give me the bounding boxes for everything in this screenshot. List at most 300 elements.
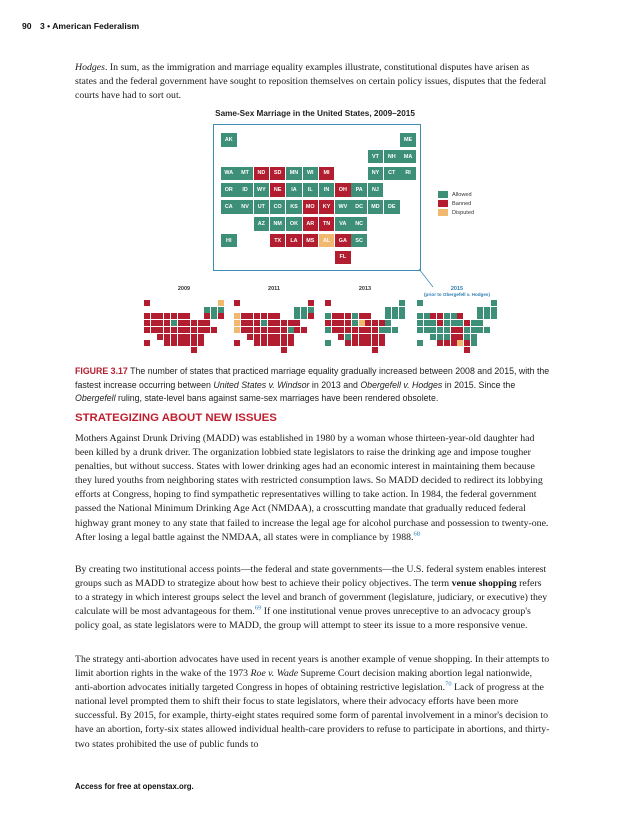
mini-tile-dc bbox=[471, 327, 477, 333]
year-label-2013: 2013 bbox=[358, 286, 372, 292]
legend-swatch bbox=[438, 200, 448, 207]
mini-tile-ms bbox=[268, 340, 274, 346]
mini-tile-ia bbox=[352, 320, 358, 326]
mini-tile-la bbox=[444, 340, 450, 346]
mini-tile-il bbox=[359, 320, 365, 326]
mini-tile-nj bbox=[477, 320, 483, 326]
mini-tile-in bbox=[274, 320, 280, 326]
mini-tile-nd bbox=[338, 313, 344, 319]
mini-tile-nj bbox=[294, 320, 300, 326]
mini-tile-ga bbox=[464, 340, 470, 346]
state-tile-pa: PA bbox=[351, 183, 367, 197]
mini-tile-ny bbox=[477, 313, 483, 319]
mini-tile-mt bbox=[332, 313, 338, 319]
mini-tile-al bbox=[274, 340, 280, 346]
mini-tile-sc bbox=[471, 340, 477, 346]
mini-tile-nv bbox=[241, 327, 247, 333]
state-tile-co: CO bbox=[270, 200, 286, 214]
mini-tile-ga bbox=[372, 340, 378, 346]
state-tile-wa: WA bbox=[221, 167, 237, 181]
state-tile-oh: OH bbox=[335, 183, 351, 197]
intro-paragraph bbox=[75, 61, 551, 103]
mini-tile-sc bbox=[379, 340, 385, 346]
mini-tile-ky bbox=[457, 327, 463, 333]
case-name: United States v. Windsor bbox=[213, 379, 310, 390]
paragraph-madd bbox=[75, 432, 551, 545]
mini-tile-nc bbox=[198, 334, 204, 340]
mini-tile-vt bbox=[385, 307, 391, 313]
mini-tile-sc bbox=[288, 340, 294, 346]
tile-map bbox=[213, 124, 421, 271]
state-tile-ia: IA bbox=[286, 183, 302, 197]
state-tile-nh: NH bbox=[384, 150, 400, 164]
mini-tile-mi bbox=[457, 313, 463, 319]
mini-tile-sd bbox=[254, 313, 260, 319]
intro-text: . In sum, as the immigration and marriage equality examples illustrate, constitutional disputes have arisen as states and the federal government have sought to reposition themselves on certain policy issues, disputes that the federal courts have had to sort out. bbox=[75, 62, 547, 102]
mini-tile-ia bbox=[444, 320, 450, 326]
mini-tile-nd bbox=[430, 313, 436, 319]
mini-tile-mt bbox=[424, 313, 430, 319]
mini-tile-nm bbox=[254, 334, 260, 340]
key-term: venue shopping bbox=[451, 578, 517, 590]
mini-tile-wa bbox=[325, 313, 331, 319]
paragraph-text: Mothers Against Drunk Driving (MADD) was established in 1980 by a woman whose thirteen-year-old daughter had been killed by a drunk driver. The organization lobbied state legislators to raise the drinking age and impose tougher penalties, but without success. States with lower drinking ages had an economic interest in maintaining them because they lured youths from neighboring states with restricted consumption laws. So MADD decided to redirect its lobbying efforts at Congress, hoping to find sympathetic representatives willing to take action. In 1984, the federal government passed the National Minimum Drinking Age Act (NMDAA), a crosscutting mandate that gradually reduced federal highway grant money to any state that failed to increase the legal age for alcohol purchase and possession to twenty-one. After losing a legal battle against the NMDAA, all states were in compliance by 1988. bbox=[75, 433, 549, 543]
mini-tile-ar bbox=[359, 334, 365, 340]
mini-tile-az bbox=[247, 334, 253, 340]
mini-tile-mi bbox=[365, 313, 371, 319]
mini-tile-ms bbox=[359, 340, 365, 346]
legend-entry bbox=[438, 199, 474, 208]
mini-tile-mt bbox=[241, 313, 247, 319]
state-tile-ok: OK bbox=[286, 217, 302, 231]
state-tile-ks: KS bbox=[286, 200, 302, 214]
mini-tile-fl bbox=[464, 347, 470, 353]
state-tile-de: DE bbox=[384, 200, 400, 214]
map-legend bbox=[438, 190, 474, 217]
mini-tile-mn bbox=[171, 313, 177, 319]
legend-label: Disputed bbox=[452, 209, 475, 216]
state-tile-tn: TN bbox=[319, 217, 335, 231]
case-name: Hodges bbox=[75, 62, 105, 73]
mini-tile-wa bbox=[417, 313, 423, 319]
state-tile-me: ME bbox=[400, 133, 416, 147]
page-footer: Access for free at openstax.org. bbox=[75, 782, 194, 791]
mini-tile-mo bbox=[268, 327, 274, 333]
state-tile-nd: ND bbox=[254, 167, 270, 181]
mini-tile-dc bbox=[288, 327, 294, 333]
mini-tile-ga bbox=[191, 340, 197, 346]
paragraph-venue-shopping bbox=[75, 563, 551, 633]
mini-tile-ks bbox=[171, 327, 177, 333]
state-tile-az: AZ bbox=[254, 217, 270, 231]
mini-tile-sc bbox=[198, 340, 204, 346]
mini-tile-fl bbox=[191, 347, 197, 353]
mini-tile-ct bbox=[484, 313, 490, 319]
mini-tile-tn bbox=[365, 334, 371, 340]
mini-tile-ky bbox=[184, 327, 190, 333]
state-tile-wi: WI bbox=[303, 167, 319, 181]
state-tile-dc: DC bbox=[351, 200, 367, 214]
paragraph-text: By creating two institutional access points—the federal and state governments—the U.S. federal system enables interest groups such as MADD to strategize about how best to achieve their policy objectives. The term bbox=[75, 564, 547, 590]
figure-label: FIGURE 3.17 bbox=[75, 366, 128, 376]
mini-tile-hi bbox=[417, 340, 423, 346]
mini-tile-ri bbox=[308, 313, 314, 319]
page-number: 90 bbox=[22, 21, 32, 31]
mini-tile-wy bbox=[157, 320, 163, 326]
mini-tile-or bbox=[144, 320, 150, 326]
mini-tile-me bbox=[399, 300, 405, 306]
mini-tile-ok bbox=[171, 334, 177, 340]
mini-tile-pa bbox=[288, 320, 294, 326]
year-label-2009: 2009 bbox=[177, 286, 191, 292]
mini-tile-nc bbox=[471, 334, 477, 340]
year-label-2015: 2015 bbox=[450, 286, 464, 292]
mini-tile-sd bbox=[164, 313, 170, 319]
mini-tile-ca bbox=[144, 327, 150, 333]
legend-entry bbox=[438, 208, 474, 217]
state-tile-la: LA bbox=[286, 234, 302, 248]
mini-tile-md bbox=[385, 327, 391, 333]
mini-tile-id bbox=[424, 320, 430, 326]
mini-tile-ma bbox=[491, 307, 497, 313]
mini-tile-ky bbox=[274, 327, 280, 333]
mini-tile-ut bbox=[157, 327, 163, 333]
mini-tile-oh bbox=[372, 320, 378, 326]
state-tile-ca: CA bbox=[221, 200, 237, 214]
footnote-ref[interactable]: 69 bbox=[254, 605, 262, 613]
mini-tile-id bbox=[332, 320, 338, 326]
state-tile-nm: NM bbox=[270, 217, 286, 231]
mini-tile-oh bbox=[191, 320, 197, 326]
mini-tile-il bbox=[451, 320, 457, 326]
mini-tile-ny bbox=[385, 313, 391, 319]
running-header bbox=[22, 21, 139, 31]
mini-tile-ne bbox=[254, 320, 260, 326]
mini-tile-il bbox=[268, 320, 274, 326]
mini-tile-ia bbox=[261, 320, 267, 326]
state-tile-mo: MO bbox=[303, 200, 319, 214]
paragraph-text: The strategy anti-abortion advocates have used in recent years is another example of venue shopping. In their attempts to limit abortion rights in the wake of the 1973 bbox=[75, 654, 550, 680]
mini-tile-de bbox=[392, 327, 398, 333]
mini-tile-tn bbox=[184, 334, 190, 340]
mini-tile-ct bbox=[211, 313, 217, 319]
state-tile-or: OR bbox=[221, 183, 237, 197]
mini-tile-wi bbox=[268, 313, 274, 319]
mini-tile-mn bbox=[352, 313, 358, 319]
mini-tile-tx bbox=[254, 340, 260, 346]
mini-tile-tx bbox=[345, 340, 351, 346]
case-name: Obergefell bbox=[75, 393, 116, 404]
mini-tile-dc bbox=[198, 327, 204, 333]
mini-tile-wy bbox=[247, 320, 253, 326]
state-tile-id: ID bbox=[237, 183, 253, 197]
mini-tile-md bbox=[294, 327, 300, 333]
mini-tile-tn bbox=[457, 334, 463, 340]
state-tile-mn: MN bbox=[286, 167, 302, 181]
caption-text: The number of states that practiced marriage equality gradually increased between 2008 and 2015, with the fastest increase occurring between bbox=[75, 366, 550, 390]
mini-tile-ks bbox=[261, 327, 267, 333]
mini-tile-va bbox=[372, 334, 378, 340]
mini-tile-nj bbox=[204, 320, 210, 326]
state-tile-ar: AR bbox=[303, 217, 319, 231]
mini-tile-mn bbox=[261, 313, 267, 319]
mini-tile-mn bbox=[444, 313, 450, 319]
state-tile-al: AL bbox=[319, 234, 335, 248]
mini-tile-nh bbox=[211, 307, 217, 313]
mini-tile-or bbox=[234, 320, 240, 326]
state-tile-tx: TX bbox=[270, 234, 286, 248]
state-tile-sc: SC bbox=[351, 234, 367, 248]
mini-tile-va bbox=[281, 334, 287, 340]
mini-tile-nv bbox=[151, 327, 157, 333]
mini-tile-oh bbox=[281, 320, 287, 326]
mini-tile-ar bbox=[268, 334, 274, 340]
mini-tile-pa bbox=[471, 320, 477, 326]
mini-tile-ct bbox=[392, 313, 398, 319]
mini-tile-ne bbox=[437, 320, 443, 326]
mini-tile-md bbox=[477, 327, 483, 333]
mini-tile-ok bbox=[444, 334, 450, 340]
mini-tile-nm bbox=[164, 334, 170, 340]
mini-tile-tn bbox=[274, 334, 280, 340]
mini-tile-ma bbox=[399, 307, 405, 313]
case-name: Obergefell v. Hodges bbox=[360, 379, 443, 390]
caption-text: ruling, state-level bans against same-sex marriages have been rendered obsolete. bbox=[115, 393, 439, 404]
mini-tile-ak bbox=[144, 300, 150, 306]
state-tile-nj: NJ bbox=[368, 183, 384, 197]
mini-tile-id bbox=[151, 320, 157, 326]
mini-tile-pa bbox=[379, 320, 385, 326]
mini-tile-ny bbox=[204, 313, 210, 319]
mini-tile-ks bbox=[444, 327, 450, 333]
legend-label: Banned bbox=[452, 200, 472, 207]
legend-entry bbox=[438, 190, 474, 199]
mini-tile-me bbox=[218, 300, 224, 306]
paragraph-abortion bbox=[75, 653, 551, 752]
state-tile-ny: NY bbox=[368, 167, 384, 181]
mini-tile-va bbox=[191, 334, 197, 340]
mini-tile-wv bbox=[372, 327, 378, 333]
paragraph-text: Supreme Court decision making abortion legal nationwide, anti-abortion advocates initially targeted Congress in hopes of obtaining restrictive legislation. bbox=[75, 668, 533, 694]
case-name: Roe v. Wade bbox=[250, 668, 299, 680]
mini-tile-ne bbox=[345, 320, 351, 326]
mini-tile-nm bbox=[345, 334, 351, 340]
mini-tile-in bbox=[365, 320, 371, 326]
state-tile-wy: WY bbox=[254, 183, 270, 197]
mini-tile-co bbox=[345, 327, 351, 333]
state-tile-in: IN bbox=[319, 183, 335, 197]
mini-tile-fl bbox=[281, 347, 287, 353]
mini-tile-de bbox=[484, 327, 490, 333]
legend-swatch bbox=[438, 209, 448, 216]
state-tile-ga: GA bbox=[335, 234, 351, 248]
mini-tile-nv bbox=[332, 327, 338, 333]
mini-tile-id bbox=[241, 320, 247, 326]
state-tile-md: MD bbox=[368, 200, 384, 214]
mini-tile-ri bbox=[399, 313, 405, 319]
mini-tile-mo bbox=[359, 327, 365, 333]
mini-tile-hi bbox=[325, 340, 331, 346]
mini-tile-ks bbox=[352, 327, 358, 333]
mini-tile-wi bbox=[178, 313, 184, 319]
mini-tile-tx bbox=[437, 340, 443, 346]
mini-tile-ut bbox=[430, 327, 436, 333]
mini-tile-tx bbox=[164, 340, 170, 346]
year-sublabel: (prior to Obergefell v. Hodges) bbox=[423, 292, 491, 297]
mini-tile-wa bbox=[144, 313, 150, 319]
mini-tile-vt bbox=[477, 307, 483, 313]
mini-tile-ri bbox=[491, 313, 497, 319]
mini-tile-dc bbox=[379, 327, 385, 333]
footnote-ref[interactable]: 68 bbox=[413, 530, 420, 538]
mini-tile-nj bbox=[385, 320, 391, 326]
state-tile-ma: MA bbox=[400, 150, 416, 164]
mini-tile-ma bbox=[218, 307, 224, 313]
state-tile-ky: KY bbox=[319, 200, 335, 214]
mini-tile-in bbox=[184, 320, 190, 326]
mini-tile-wv bbox=[281, 327, 287, 333]
mini-tile-mo bbox=[451, 327, 457, 333]
mini-tile-mt bbox=[151, 313, 157, 319]
mini-tile-vt bbox=[294, 307, 300, 313]
mini-tile-ar bbox=[451, 334, 457, 340]
caption-text: in 2013 and bbox=[309, 379, 361, 390]
mini-tile-de bbox=[301, 327, 307, 333]
state-tile-mt: MT bbox=[237, 167, 253, 181]
state-tile-hi: HI bbox=[221, 234, 237, 248]
mini-tile-ca bbox=[325, 327, 331, 333]
year-label-2011: 2011 bbox=[268, 286, 280, 292]
mini-tile-nc bbox=[288, 334, 294, 340]
mini-tile-oh bbox=[464, 320, 470, 326]
state-tile-wv: WV bbox=[335, 200, 351, 214]
mini-tile-nd bbox=[157, 313, 163, 319]
mini-tile-md bbox=[204, 327, 210, 333]
state-tile-fl: FL bbox=[335, 251, 351, 265]
mini-tile-ia bbox=[171, 320, 177, 326]
chapter-title: 3 • American Federalism bbox=[39, 21, 140, 31]
state-tile-ms: MS bbox=[303, 234, 319, 248]
mini-tile-co bbox=[164, 327, 170, 333]
mini-tile-me bbox=[491, 300, 497, 306]
caption-text: in 2015. Since the bbox=[442, 379, 516, 390]
mini-tile-vt bbox=[204, 307, 210, 313]
state-tile-ak: AK bbox=[221, 133, 237, 147]
state-tile-va: VA bbox=[335, 217, 351, 231]
mini-tile-wy bbox=[338, 320, 344, 326]
mini-tile-ri bbox=[218, 313, 224, 319]
mini-tile-mi bbox=[274, 313, 280, 319]
mini-tile-pa bbox=[198, 320, 204, 326]
mini-tile-or bbox=[325, 320, 331, 326]
figure-caption bbox=[75, 365, 555, 406]
legend-swatch bbox=[438, 191, 448, 198]
mini-tile-mi bbox=[184, 313, 190, 319]
mini-tile-ca bbox=[417, 327, 423, 333]
mini-tile-az bbox=[430, 334, 436, 340]
state-tile-ri: RI bbox=[400, 167, 416, 181]
state-tile-il: IL bbox=[303, 183, 319, 197]
figure-title: Same-Sex Marriage in the United States, 2009–2015 bbox=[215, 109, 415, 118]
mini-tile-wa bbox=[234, 313, 240, 319]
paragraph-text: refers to a strategy in which interest groups select the level and branch of government (legislature, judiciary, or executive) they calculate will be most advantageous for them. bbox=[75, 578, 548, 618]
mini-tile-nm bbox=[437, 334, 443, 340]
state-tile-sd: SD bbox=[270, 167, 286, 181]
mini-tile-ga bbox=[281, 340, 287, 346]
mini-tile-az bbox=[338, 334, 344, 340]
mini-tile-hi bbox=[144, 340, 150, 346]
mini-tile-wy bbox=[430, 320, 436, 326]
mini-tile-la bbox=[171, 340, 177, 346]
mini-tile-ut bbox=[338, 327, 344, 333]
mini-tile-sd bbox=[437, 313, 443, 319]
mini-tile-me bbox=[308, 300, 314, 306]
mini-tile-hi bbox=[234, 340, 240, 346]
state-tile-vt: VT bbox=[368, 150, 384, 164]
mini-tile-ms bbox=[178, 340, 184, 346]
mini-tile-ct bbox=[301, 313, 307, 319]
state-tile-ct: CT bbox=[384, 167, 400, 181]
state-tile-nv: NV bbox=[237, 200, 253, 214]
mini-tile-de bbox=[211, 327, 217, 333]
mini-tile-az bbox=[157, 334, 163, 340]
mini-tile-ky bbox=[365, 327, 371, 333]
mini-tile-al bbox=[184, 340, 190, 346]
mini-tile-wi bbox=[451, 313, 457, 319]
mini-tile-mo bbox=[178, 327, 184, 333]
mini-tile-ny bbox=[294, 313, 300, 319]
mini-tile-ok bbox=[352, 334, 358, 340]
mini-tile-ar bbox=[178, 334, 184, 340]
mini-tile-nd bbox=[247, 313, 253, 319]
mini-tile-ma bbox=[308, 307, 314, 313]
mini-tile-ms bbox=[451, 340, 457, 346]
mini-tile-nc bbox=[379, 334, 385, 340]
mini-tile-la bbox=[261, 340, 267, 346]
mini-tile-ut bbox=[247, 327, 253, 333]
mini-tile-nv bbox=[424, 327, 430, 333]
mini-tile-in bbox=[457, 320, 463, 326]
mini-tile-nh bbox=[484, 307, 490, 313]
mini-tile-il bbox=[178, 320, 184, 326]
legend-label: Allowed bbox=[452, 191, 472, 198]
state-tile-mi: MI bbox=[319, 167, 335, 181]
mini-tile-co bbox=[254, 327, 260, 333]
mini-tile-or bbox=[417, 320, 423, 326]
state-tile-nc: NC bbox=[351, 217, 367, 231]
mini-tile-ne bbox=[164, 320, 170, 326]
mini-tile-va bbox=[464, 334, 470, 340]
mini-tile-al bbox=[457, 340, 463, 346]
mini-tile-wv bbox=[191, 327, 197, 333]
mini-tile-ak bbox=[234, 300, 240, 306]
mini-tile-ak bbox=[417, 300, 423, 306]
paragraph-text: If one institutional venue proves unreceptive to an advocacy group's policy goal, as state legislators were to MADD, the group will attempt to steer its issue to a more responsive venue. bbox=[75, 606, 531, 632]
mini-tile-ca bbox=[234, 327, 240, 333]
state-tile-ne: NE bbox=[270, 183, 286, 197]
mini-tile-la bbox=[352, 340, 358, 346]
mini-tile-fl bbox=[372, 347, 378, 353]
section-heading: STRATEGIZING ABOUT NEW ISSUES bbox=[75, 412, 277, 424]
footnote-ref[interactable]: 70 bbox=[445, 680, 452, 688]
mini-tile-ak bbox=[325, 300, 331, 306]
mini-tile-al bbox=[365, 340, 371, 346]
mini-tile-nh bbox=[301, 307, 307, 313]
state-tile-ut: UT bbox=[254, 200, 270, 214]
mini-tile-wv bbox=[464, 327, 470, 333]
mini-tile-nh bbox=[392, 307, 398, 313]
mini-tile-ok bbox=[261, 334, 267, 340]
